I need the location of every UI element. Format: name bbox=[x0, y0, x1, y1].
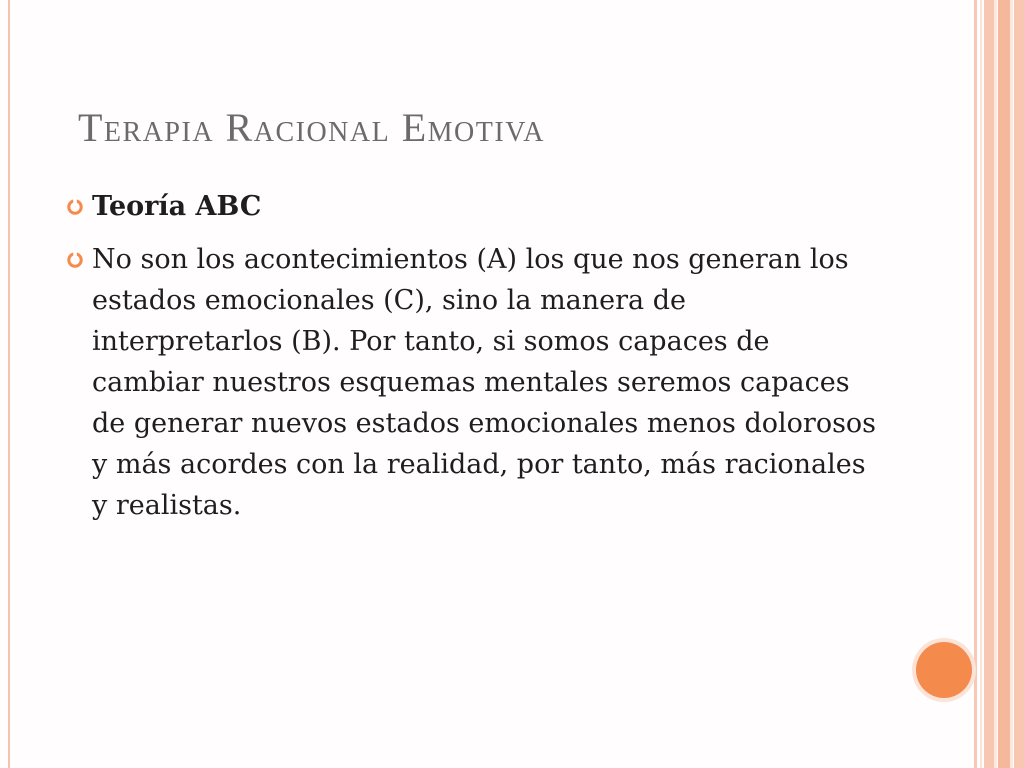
right-decorative-stripes bbox=[974, 0, 1024, 768]
stripe bbox=[980, 0, 982, 768]
orange-circle-decoration bbox=[912, 638, 976, 702]
stripe bbox=[984, 0, 994, 768]
stripe bbox=[1014, 0, 1024, 768]
orange-ring-bullet-icon bbox=[66, 198, 84, 216]
stripe bbox=[994, 0, 997, 768]
stripe bbox=[974, 0, 977, 768]
left-border-line bbox=[8, 0, 10, 768]
slide-title: Terapia Racional Emotiva bbox=[78, 105, 546, 150]
orange-ring-bullet-icon bbox=[66, 251, 84, 269]
bullet-item-explanation bbox=[64, 239, 884, 526]
stripe bbox=[1010, 0, 1013, 768]
stripe bbox=[998, 0, 1010, 768]
bullet-text: No son los acontecimientos (A) los que nos generan los estados emocionales (C), sino la manera de interpretarlos (B). Por tanto, si somos capaces de cambiar nuestros esquemas mentales seremos capaces de generar nuevos estados emocionales menos dolorosos y más acordes con la realidad, por tanto, más racionales y realistas. bbox=[92, 244, 877, 521]
bullet-item-teoria-abc bbox=[64, 186, 884, 227]
bullet-text: Teoría ABC bbox=[92, 191, 262, 222]
bullet-list bbox=[64, 186, 884, 538]
orange-circle-fill bbox=[916, 642, 972, 698]
